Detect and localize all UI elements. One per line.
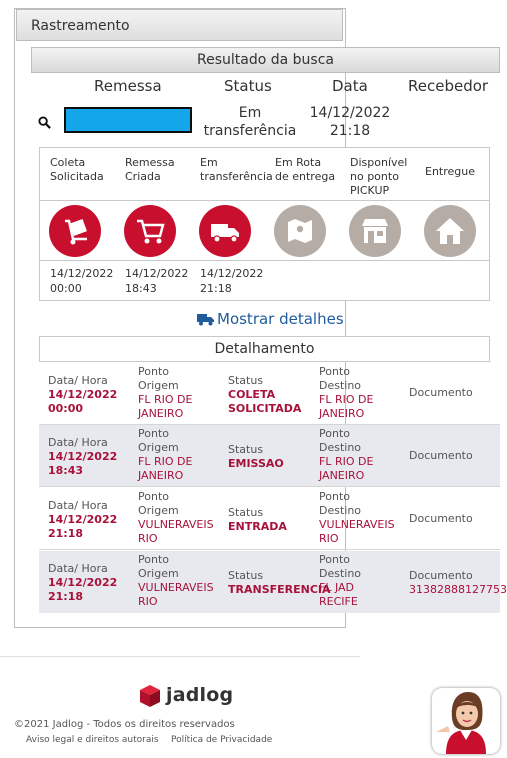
row-separator (39, 549, 500, 550)
detail-origem: Ponto Origem FL RIO DE JANEIRO (138, 365, 193, 420)
rastreamento-title: Rastreamento (31, 18, 130, 34)
jadlog-brand: jadlog (166, 684, 234, 706)
redacted-tracking-number (64, 107, 192, 133)
detail-destino: Ponto Destino FL RIO DE JANEIRO (319, 365, 374, 420)
storefront-icon (359, 215, 391, 247)
detail-destino: Ponto Destino VULNERAVEIS RIO (319, 490, 395, 545)
result-date-line1: 14/12/2022 (309, 105, 391, 121)
detail-date: Data/ Hora 14/12/2022 21:18 (48, 562, 118, 603)
step-date: 14/12/2022 00:00 (50, 267, 114, 295)
step-label: Em Rota de entrega (275, 156, 336, 183)
step-date: 14/12/2022 18:43 (125, 267, 189, 295)
detail-status: Status COLETA SOLICITADA (228, 374, 302, 415)
tracking-steps (39, 147, 490, 301)
step-circle-active (49, 205, 101, 257)
result-status-line2: transferência (203, 123, 297, 139)
steps-divider-bottom (40, 260, 489, 261)
copyright-text: ©2021 Jadlog - Todos os direitos reservados (14, 719, 235, 730)
step-label: Remessa Criada (125, 156, 175, 183)
step-circle-active (124, 205, 176, 257)
footer-divider (0, 656, 360, 657)
detail-documento: Documento (409, 386, 473, 399)
jadlog-cube-icon (138, 684, 162, 708)
detail-documento: Documento (409, 449, 473, 462)
step-date: 14/12/2022 21:18 (200, 267, 264, 295)
step-circle-inactive (424, 205, 476, 257)
detail-row (39, 551, 507, 613)
rastreamento-header (16, 9, 343, 41)
truck-icon (197, 313, 214, 326)
map-pin-icon (284, 215, 316, 247)
row-separator (39, 486, 500, 487)
detail-date: Data/ Hora 14/12/2022 21:18 (48, 499, 118, 540)
detail-origem: Ponto Origem FL RIO DE JANEIRO (138, 427, 193, 482)
result-date-line2: 21:18 (329, 123, 371, 139)
column-status: Status (224, 77, 272, 95)
step-label: Coleta Solicitada (50, 156, 104, 183)
resultado-busca-header (31, 47, 500, 73)
step-label: Em transferência (200, 156, 273, 183)
mostrar-detalhes-link[interactable] (197, 310, 344, 328)
delivery-truck-icon (209, 215, 241, 247)
search-icon[interactable] (38, 116, 51, 129)
shopping-cart-icon (134, 215, 166, 247)
detail-status: Status ENTRADA (228, 506, 287, 533)
detail-status: Status EMISSAO (228, 443, 284, 470)
resultado-busca-title: Resultado da busca (197, 52, 334, 68)
detail-date: Data/ Hora 14/12/2022 18:43 (48, 436, 118, 477)
detalhamento-header (39, 336, 490, 362)
chat-assistant-avatar[interactable] (432, 688, 500, 754)
step-label: Disponível no ponto PICKUP (350, 156, 408, 197)
detail-origem: Ponto Origem VULNERAVEIS RIO (138, 490, 214, 545)
column-remessa: Remessa (94, 77, 162, 95)
detalhamento-title: Detalhamento (214, 341, 315, 357)
mostrar-detalhes-label: Mostrar detalhes (217, 310, 344, 328)
result-date (300, 104, 400, 140)
step-label: Entregue (425, 165, 476, 178)
jadlog-logo[interactable] (138, 684, 258, 708)
detail-row (39, 425, 500, 487)
column-data: Data (332, 77, 368, 95)
assistant-avatar-icon (432, 688, 500, 754)
detail-destino: Ponto Destino FL JAD RECIFE (319, 553, 362, 608)
detail-origem: Ponto Origem VULNERAVEIS RIO (138, 553, 214, 608)
hand-truck-box-icon (59, 215, 91, 247)
detail-status: Status TRANSFERENCIA (228, 569, 331, 596)
detail-date: Data/ Hora 14/12/2022 00:00 (48, 374, 118, 415)
detail-documento: Documento 31382888127753 (409, 569, 507, 596)
detail-row (39, 363, 500, 425)
politica-privacidade-link[interactable]: Política de Privacidade (171, 735, 273, 745)
detail-documento: Documento (409, 512, 473, 525)
detail-destino: Ponto Destino FL RIO DE JANEIRO (319, 427, 374, 482)
aviso-legal-link[interactable]: Aviso legal e direitos autorais (26, 735, 159, 745)
steps-divider-top (40, 200, 489, 201)
step-circle-inactive (274, 205, 326, 257)
result-status-line1: Em (238, 105, 262, 121)
detail-row (39, 488, 500, 550)
column-recebedor: Recebedor (408, 77, 489, 95)
step-circle-active (199, 205, 251, 257)
result-status (200, 104, 300, 140)
step-circle-inactive (349, 205, 401, 257)
house-icon (434, 215, 466, 247)
